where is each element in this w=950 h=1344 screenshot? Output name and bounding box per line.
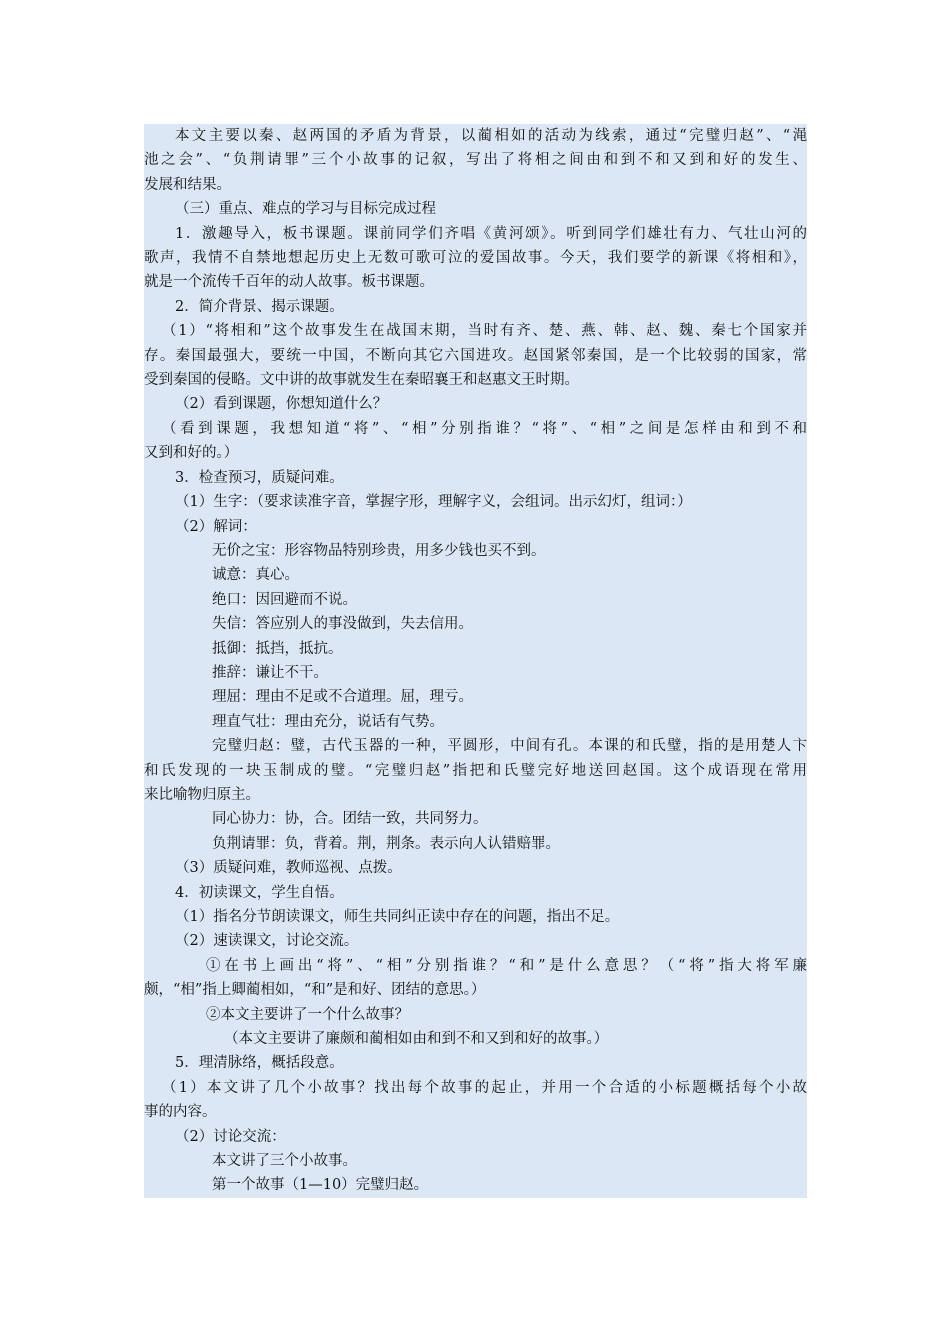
text-line: （本文主要讲了廉颇和蔺相如由和到不和又到和好的故事。） <box>224 1031 609 1048</box>
text-line: 理直气壮：理由充分，说话有气势。 <box>212 713 444 730</box>
text-line: 4．初读课文，学生自悟。 <box>175 884 344 901</box>
text-line: 受到秦国的侵略。文中讲的故事就发生在秦昭襄王和赵惠文王时期。 <box>144 372 579 389</box>
text-line: （2）看到课题，你想知道什么？ <box>175 396 388 413</box>
text-line: （1）生字：（要求读准字音，掌握字形，理解字义，会组词。出示幻灯，组词：） <box>175 494 692 511</box>
text-line: 和氏发现的一块玉制成的璧。“完璧归赵”指把和氏璧完好地送回赵国。这个成语现在常用 <box>144 762 807 779</box>
text-line: 第一个故事（1—10）完璧归赵。 <box>212 1177 429 1194</box>
text-line: 无价之宝：形容物品特别珍贵，用多少钱也买不到。 <box>212 542 546 559</box>
text-line: 同心协力：协，合。团结一致，共同努力。 <box>212 811 488 828</box>
text-line: 歌声，我情不自禁地想起历史上无数可歌可泣的爱国故事。今天，我们要学的新课《将相和》， <box>144 250 807 267</box>
text-line: 存。秦国最强大，要统一中国，不断向其它六国进攻。赵国紧邻秦国，是一个比较弱的国家，常 <box>144 347 807 364</box>
text-line: 来比喻物归原主。 <box>144 786 260 803</box>
text-line: 事的内容。 <box>144 1104 217 1121</box>
text-line: （看到课题，我想知道“将”、“相”分别指谁？“将”、“相”之间是怎样由和到不和 <box>162 420 807 437</box>
text-line: 3．检查预习，质疑问难。 <box>175 469 344 486</box>
document-body <box>144 124 807 1198</box>
text-line: 5．理清脉络，概括段意。 <box>175 1055 344 1072</box>
text-line: 就是一个流传千百年的动人故事。板书课题。 <box>144 274 434 291</box>
text-line: （1）本文讲了几个小故事？找出每个故事的起止，并用一个合适的小标题概括每个小故 <box>162 1079 807 1096</box>
text-line: （1）指名分节朗读课文，师生共同纠正读中存在的问题，指出不足。 <box>175 909 620 925</box>
text-line: ②本文主要讲了一个什么故事？ <box>206 1006 409 1023</box>
text-line: 绝口：因回避而不说。 <box>212 591 357 608</box>
text-line: （1）“将相和”这个故事发生在战国末期，当时有齐、楚、燕、韩、赵、魏、秦七个国家并 <box>162 323 807 340</box>
text-line: 理屈：理由不足或不合道理。屈，理亏。 <box>212 689 473 706</box>
text-line: 发展和结果。 <box>144 176 231 193</box>
text-line: （三）重点、难点的学习与目标完成过程 <box>175 201 436 218</box>
text-line: 颇，“相”指上卿蔺相如，“和”是和好、团结的意思。） <box>144 982 486 999</box>
text-line: ①在书上画出“将”、“相”分别指谁？“和”是什么意思？（“将”指大将军廉 <box>206 957 807 974</box>
text-line: （2）速读课文，讨论交流。 <box>175 933 359 950</box>
text-line: 失信：答应别人的事没做到，失去信用。 <box>212 616 473 633</box>
text-line: 推辞：谦让不干。 <box>212 664 328 681</box>
text-line: 2．简介背景、揭示课题。 <box>175 298 344 315</box>
text-line: （2）讨论交流： <box>175 1128 286 1145</box>
text-line: 1．激趣导入，板书课题。课前同学们齐唱《黄河颂》。听到同学们雄壮有力、气壮山河的 <box>175 225 807 242</box>
text-line: 本文讲了三个小故事。 <box>212 1153 357 1170</box>
text-line: 又到和好的。） <box>144 445 239 462</box>
text-line: 抵御：抵挡，抵抗。 <box>212 640 343 657</box>
text-line: 完璧归赵：璧，古代玉器的一种，平圆形，中间有孔。本课的和氏璧，指的是用楚人卞 <box>212 738 807 755</box>
text-line: 诚意：真心。 <box>212 567 299 584</box>
text-line: 本文主要以秦、赵两国的矛盾为背景，以蔺相如的活动为线索，通过“完璧归赵”、“渑 <box>175 128 807 144</box>
text-line: 负荆请罪：负，背着。荆，荆条。表示向人认错赔罪。 <box>212 835 560 852</box>
text-line: （2）解词： <box>175 518 257 535</box>
text-line: 池之会”、“负荆请罪”三个小故事的记叙，写出了将相之间由和到不和又到和好的发生、 <box>144 152 807 169</box>
text-line: （3）质疑问难，教师巡视、点拨。 <box>175 860 402 877</box>
